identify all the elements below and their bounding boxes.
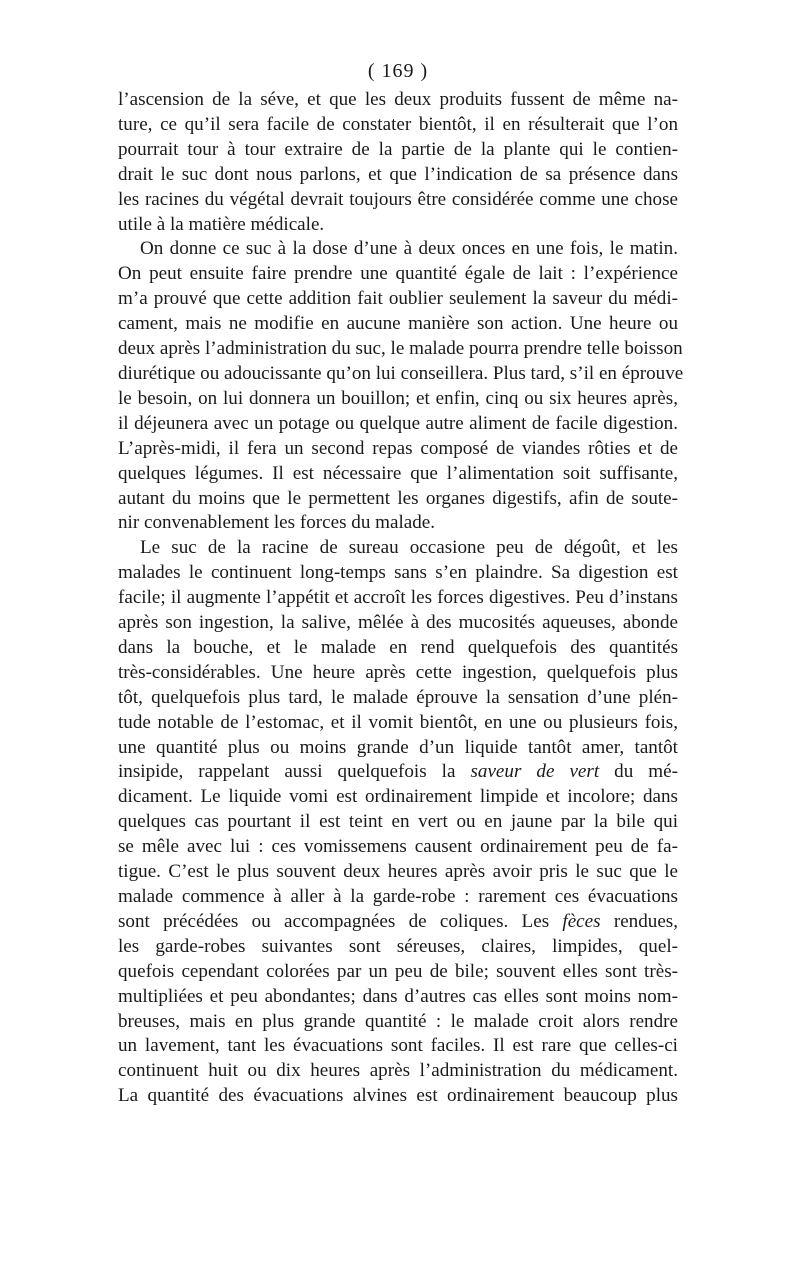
text-line: dans la bouche, et le malade en rend quelquefois des quantités [118,636,678,658]
text-line: malade commence à aller à la garde-robe : rarement ces évacuations [118,886,678,907]
paragraph-3 [118,536,678,1109]
text-line: deux après l’administration du suc, le malade pourra prendre telle boisson [118,338,683,360]
text-line: autant du moins que le permettent les organes digestifs, afin de soute- [118,487,678,509]
text-line: insipide, rappelant aussi quelquefois la saveur de vert du mé- [118,761,678,783]
text-line: drait le suc dont nous parlons, et que l’indication de sa présence dans [118,163,678,185]
text-line: dicament. Le liquide vomi est ordinairement limpide et incolore; dans [118,786,678,808]
text-line: L’après-midi, il fera un second repas composé de viandes rôties et de [118,437,678,459]
text-line: quelques cas pourtant il est teint en vert ou en jaune par la bile qui [118,811,678,833]
text-line: après son ingestion, la salive, mêlée à des mucosités aqueuses, abonde [118,612,678,634]
text-line: tôt, quelquefois plus tard, le malade éprouve la sensation d’une plén- [118,686,678,708]
text-line: m’a prouvé que cette addition fait oublier seulement la saveur du médi- [118,288,678,310]
text-line: On donne ce suc à la dose d’une à deux onces en une fois, le matin. [140,238,678,260]
text-line: il déjeunera avec un potage ou quelque autre aliment de facile digestion. [118,412,678,434]
text-line: Le suc de la racine de sureau occasione peu de dégoût, et les [140,537,678,559]
italic-phrase: saveur de vert [470,761,600,783]
text-line: ture, ce qu’il sera facile de constater bientôt, il en résulterait que l’on [118,113,678,135]
text-line: l’ascension de la séve, et que les deux produits fussent de même na- [118,89,678,110]
page-number: ( 169 ) [367,60,429,82]
text-line: facile; il augmente l’appétit et accroît les forces digestives. Peu d’instans [118,587,678,609]
text-line: pourrait tour à tour extraire de la partie de la plante qui le contien- [118,138,678,160]
text-line: quelques légumes. Il est nécessaire que l’alimentation soit suffisante, [118,462,678,484]
text-line: nir convenablement les forces du malade. [118,512,436,534]
text-line: les garde-robes suivantes sont séreuses, claires, limpides, quel- [118,935,678,957]
document-page [118,58,684,1109]
text-line: très-considérables. Une heure après cette ingestion, quelquefois plus [118,661,678,683]
text-line: utile à la matière médicale. [118,213,325,235]
text-line: les racines du végétal devrait toujours être considérée comme une chose [118,188,678,210]
paragraph-2 [118,237,684,536]
text-line: multipliées et peu abondantes; dans d’autres cas elles sont moins nom- [118,985,678,1007]
text-line: continuent huit ou dix heures après l’administration du médicament. [118,1060,678,1082]
text-line: breuses, mais en plus grande quantité : le malade croit alors rendre [118,1010,678,1032]
text-line: malades le continuent long-temps sans s’en plaindre. Sa digestion est [118,562,678,584]
text-line: sont précédées ou accompagnées de coliques. Les fèces rendues, [118,910,679,932]
text-line: cament, mais ne modifie en aucune manière son action. Une heure ou [118,313,678,335]
text-line: se mêle avec lui : ces vomissemens causent ordinairement peu de fa- [118,836,678,858]
text-line: diurétique ou adoucissante qu’on lui conseillera. Plus tard, s’il en éprouve [118,362,684,384]
text-line: quefois cependant colorées par un peu de bile; souvent elles sont très- [118,960,678,982]
text-line: tude notable de l’estomac, et il vomit bientôt, en une ou plusieurs fois, [118,711,678,733]
paragraph-1 [118,88,678,237]
text-line: La quantité des évacuations alvines est ordinairement beaucoup plus [118,1085,678,1107]
text-line: On peut ensuite faire prendre une quantité égale de lait : l’expérience [118,263,678,285]
text-line: le besoin, on lui donnera un bouillon; et enfin, cinq ou six heures après, [118,387,678,409]
text-line: tigue. C’est le plus souvent deux heures après avoir pris le suc que le [118,861,678,883]
text-line: une quantité plus ou moins grande d’un liquide tantôt amer, tantôt [118,736,678,758]
text-line: un lavement, tant les évacuations sont faciles. Il est rare que celles-ci [118,1035,678,1057]
italic-phrase: fèces [562,910,601,932]
